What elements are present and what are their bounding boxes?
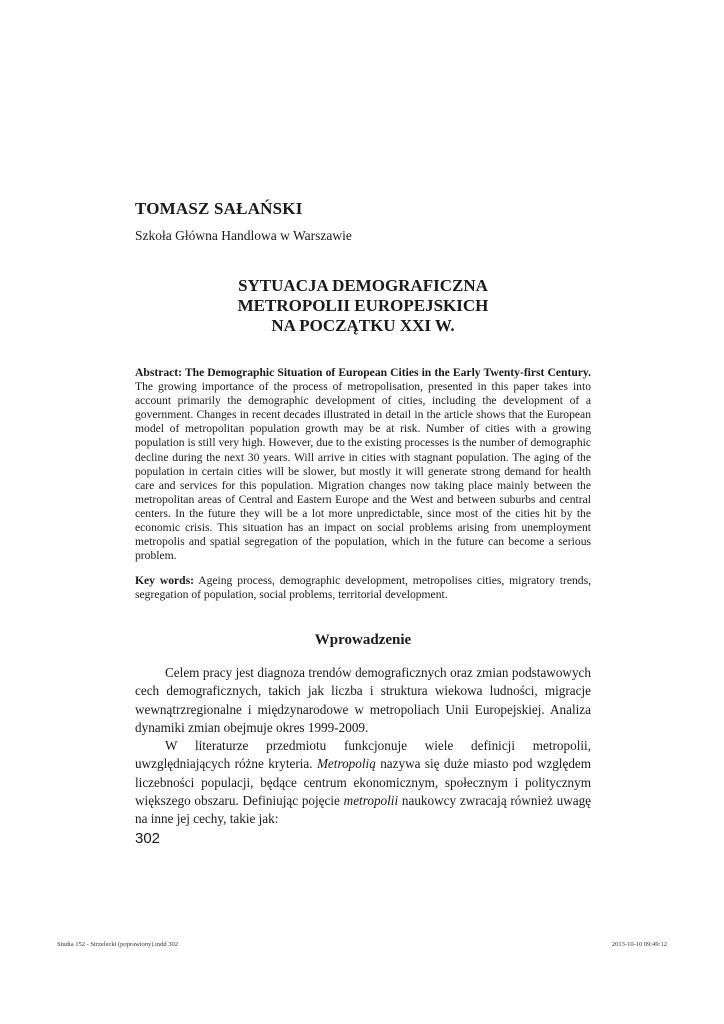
paragraph	[135, 737, 591, 828]
italic-term: metropolii	[343, 793, 399, 809]
page-number: 302	[135, 830, 161, 847]
author-name: TOMASZ SAŁAŃSKI	[135, 199, 303, 218]
paragraph-text: naukowcy zwracają również uwagę na inne jej cechy, takie jak:	[135, 793, 592, 827]
paragraph: Celem pracy jest diagnoza trendów demograficznych oraz zmian podstawowych cech demograficznych, takich jak liczba i struktura wiekowa ludności, migracje wewnątrzregionalne i międzynarodowe w metropoliach Unii Europejskiej. Analiza dynamiki zmian obejmuje okres 1999-2009.	[135, 665, 591, 735]
body-text	[135, 664, 591, 829]
title-line: METROPOLII EUROPEJSKICH	[237, 296, 489, 315]
paragraph-text: W literaturze przedmiotu funkcjonuje wiele definicji metropolii, uwzględniających różne kryteria.	[135, 738, 591, 772]
paragraph-text: nazywa się duże miasto pod względem liczebności populacji, będące centrum ekonomicznym, społecznym i politycznym większego obszaru. Definiując pojęcie	[135, 756, 592, 809]
keywords-label: Key words:	[135, 574, 194, 587]
paper-title	[135, 276, 591, 336]
title-line: NA POCZĄTKU XXI W.	[271, 316, 455, 335]
title-line: SYTUACJA DEMOGRAFICZNA	[238, 276, 488, 295]
author-affiliation: Szkoła Główna Handlowa w Warszawie	[135, 228, 352, 243]
abstract-text: The growing importance of the process of metropolisation, presented in this paper takes into account primarily the demographic development of cities, including the development of a government. Changes in recent decades illustrated in detail in the article shows that the European model of metropolitan population growth may be at risk. Number of cities with a growing population is still very high. However, due to the existing processes is the number of demographic decline during the next 30 years. Will arrive in cities with stagnant population. The aging of the population in certain cities will be slower, but mostly it will generate strong demand for health care and services for this population. Migration changes now taking place mainly between the metropolitan areas of Central and Eastern Europe and the West and between suburbs and central centers. In the future they will be a lot more unpredictable, since most of the cities hit by the economic crisis. This situation has an impact on social problems arising from unemployment metropolis and spatial segregation of the population, which in the future can become a serious problem.	[135, 380, 591, 563]
italic-term: Metropolią	[316, 756, 376, 772]
keywords-text: Ageing process, demographic development, metropolises cities, migratory trends, segregation of population, social problems, territorial development.	[135, 574, 591, 602]
keywords	[135, 574, 591, 602]
footer-file-info: Studia 152 - Strzelecki (poprawiony).indd 302	[57, 941, 178, 948]
abstract	[135, 366, 591, 563]
footer-timestamp: 2013-10-10 09:49:12	[611, 941, 667, 948]
section-heading: Wprowadzenie	[314, 632, 412, 648]
abstract-label: Abstract: The Demographic Situation of European Cities in the Early Twenty-first Century.	[135, 366, 591, 379]
